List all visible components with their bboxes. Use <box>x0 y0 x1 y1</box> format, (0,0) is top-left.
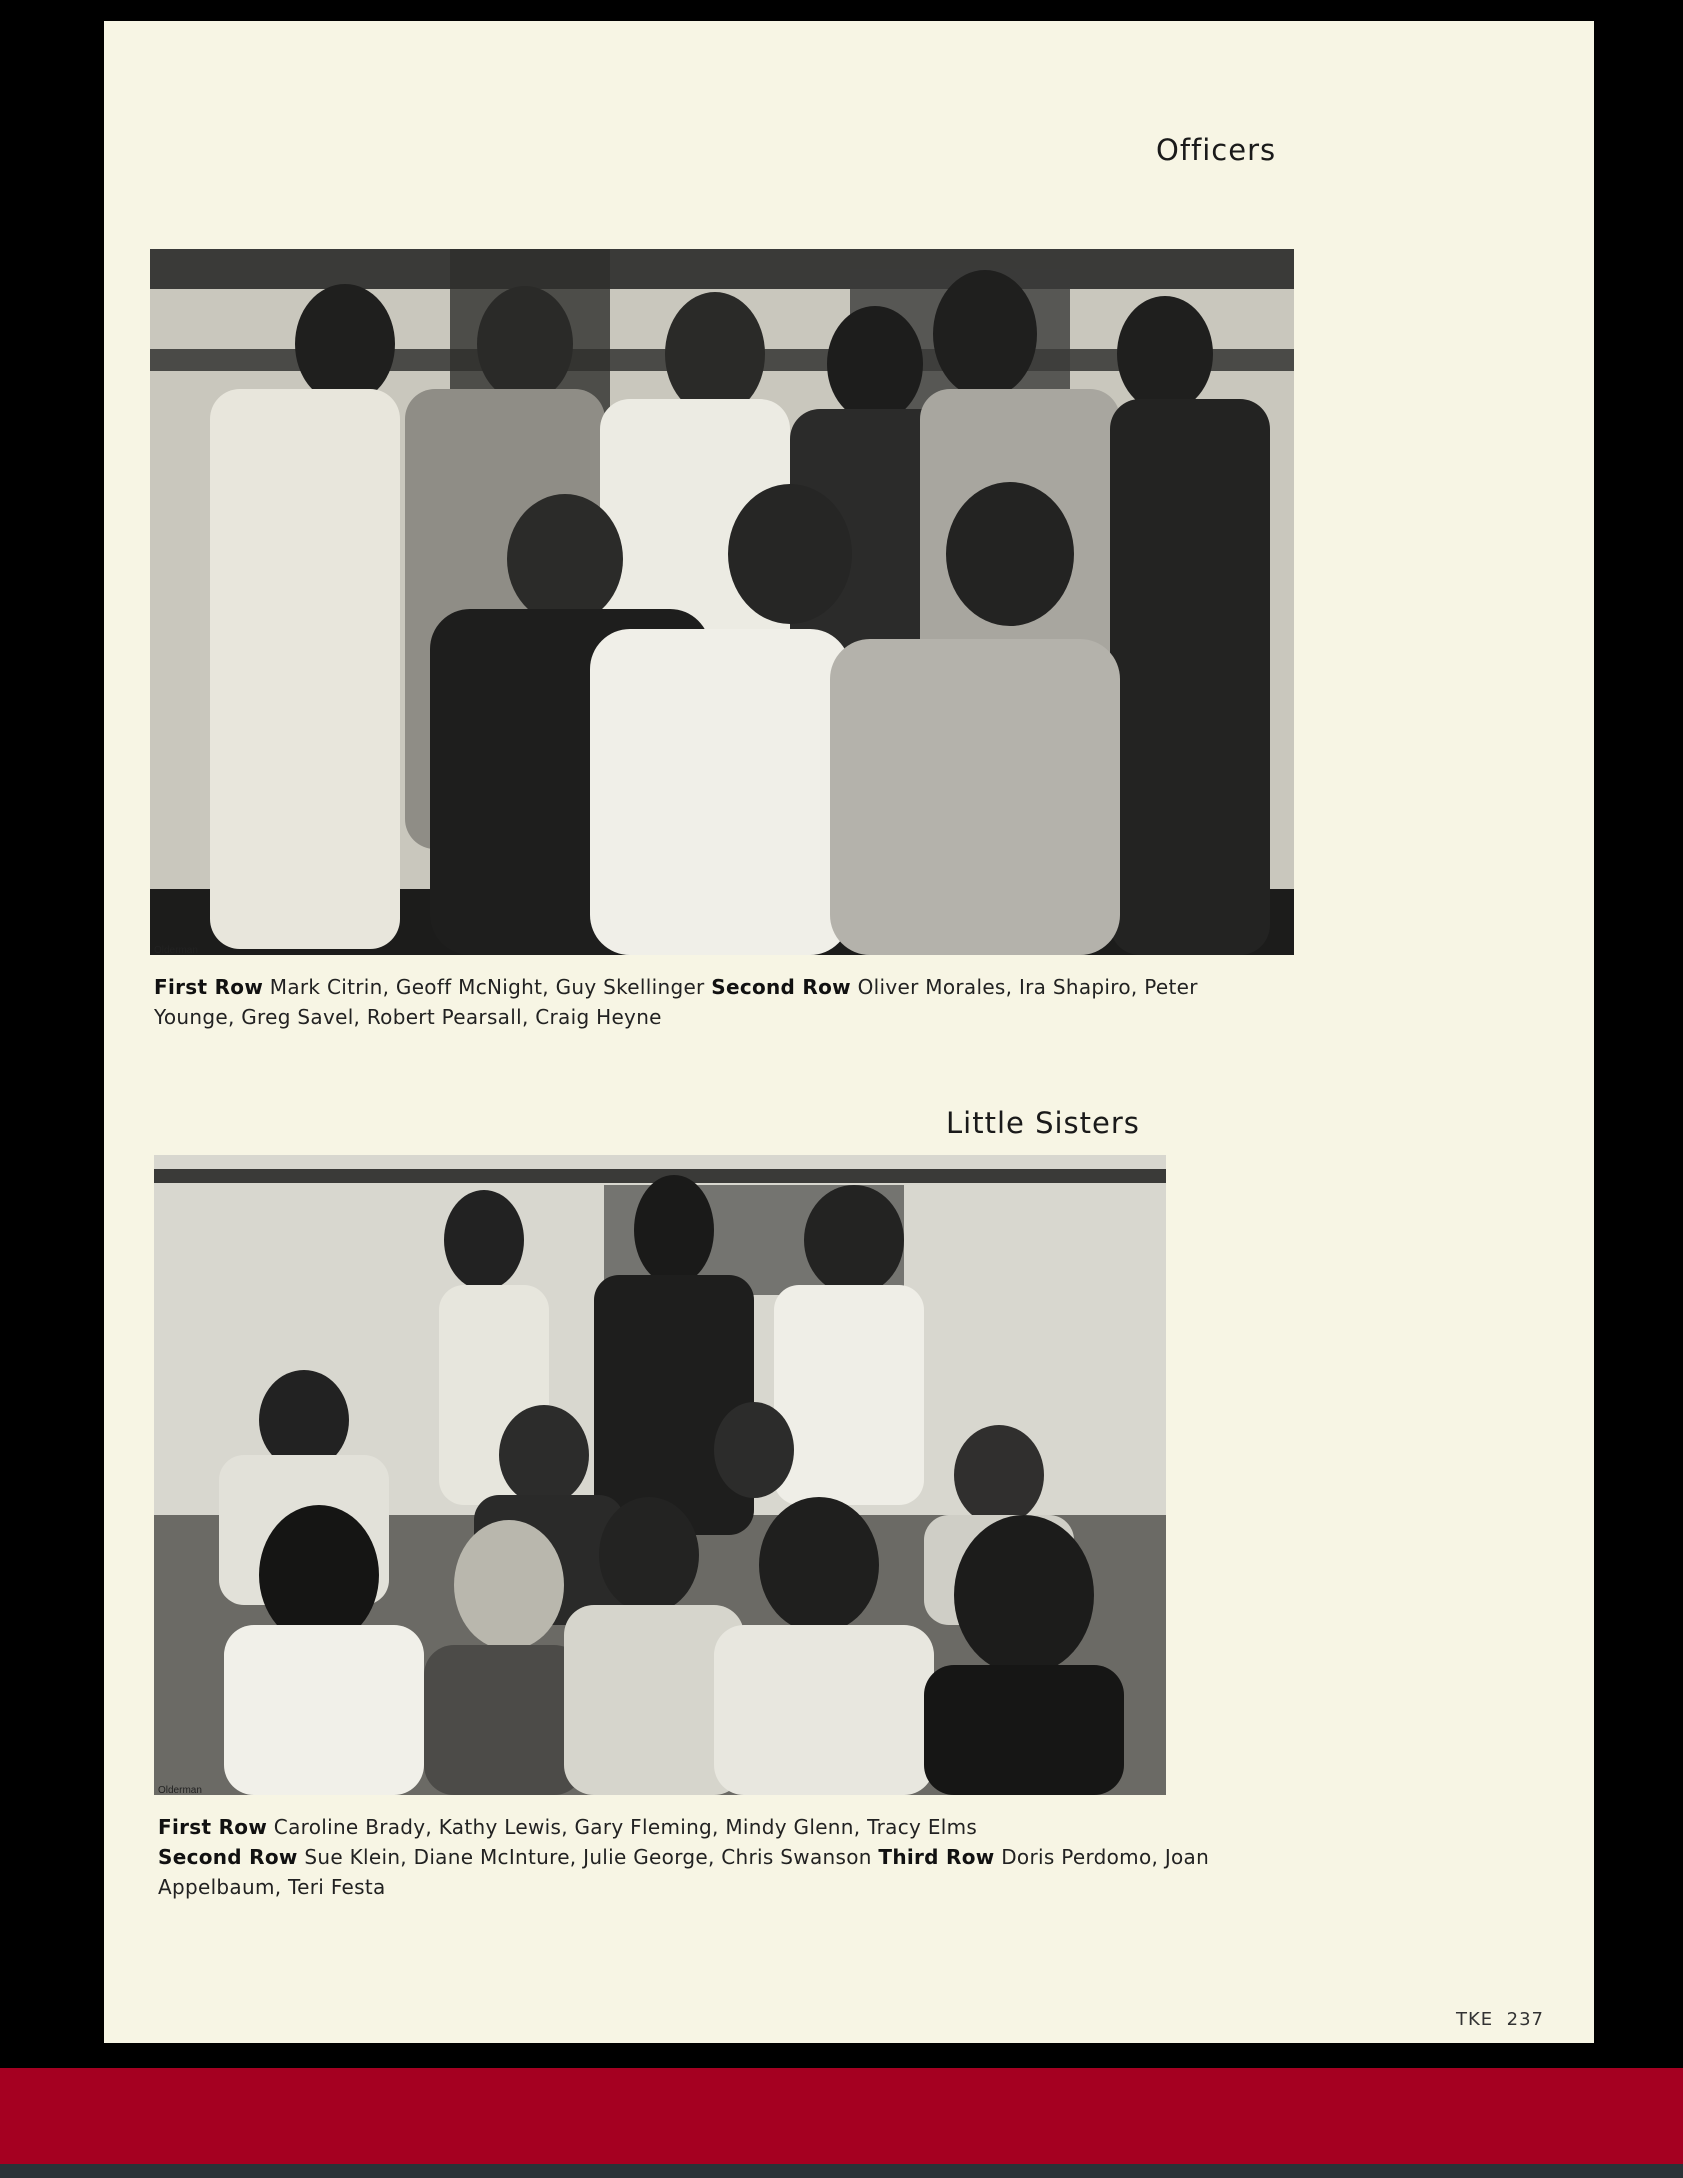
folio-page-number: 237 <box>1506 2009 1544 2030</box>
sisters-third-row-label: Third Row <box>878 1845 995 1869</box>
little-sisters-group-photo <box>154 1155 1166 1795</box>
sisters-second-row-label: Second Row <box>158 1845 298 1869</box>
sisters-third-row-names: Doris Perdomo, Joan Appelbaum, Teri Festa <box>158 1845 1210 1899</box>
officers-first-row-label: First Row <box>154 975 264 999</box>
officers-caption <box>154 972 1284 1032</box>
officers-second-row-names: Oliver Morales, Ira Shapiro, Peter Younge, Greg Savel, Robert Pearsall, Craig Heyne <box>154 975 1198 1029</box>
bottom-dark-strip <box>0 2164 1683 2178</box>
sisters-second-row-names: Sue Klein, Diane McInture, Julie George, Chris Swanson <box>297 1845 879 1869</box>
officers-second-row-label: Second Row <box>711 975 851 999</box>
little-sisters-caption <box>158 1812 1238 1902</box>
yearbook-page <box>104 21 1594 2043</box>
officers-group-photo <box>150 249 1294 955</box>
page-folio <box>1456 2009 1544 2030</box>
officers-photo-credit: Olderman <box>154 945 198 956</box>
bottom-accent-bar <box>0 2068 1683 2164</box>
little-sisters-title: Little Sisters <box>946 1106 1140 1140</box>
little-sisters-photo-credit: Olderman <box>158 1785 202 1796</box>
sisters-first-row-label: First Row <box>158 1815 268 1839</box>
officers-title: Officers <box>1156 133 1277 167</box>
folio-section: TKE <box>1456 2009 1494 2030</box>
officers-first-row-names: Mark Citrin, Geoff McNight, Guy Skellinger <box>263 975 712 999</box>
sisters-first-row-names: Caroline Brady, Kathy Lewis, Gary Fleming, Mindy Glenn, Tracy Elms <box>267 1815 978 1839</box>
